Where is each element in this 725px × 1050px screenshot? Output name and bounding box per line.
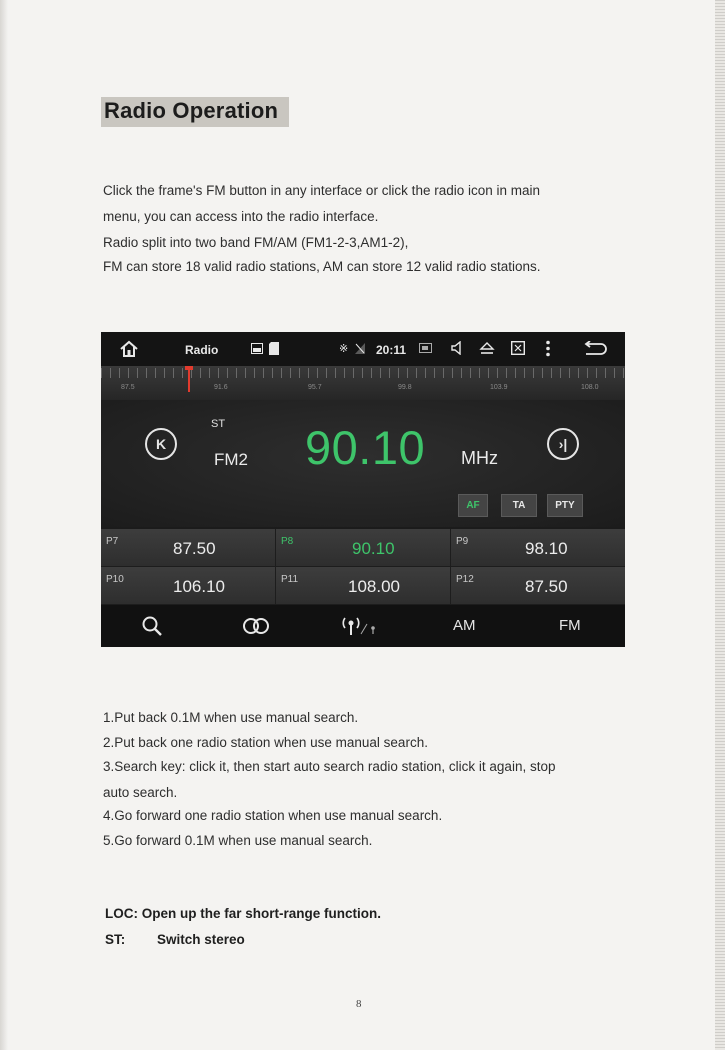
- page-number: 8: [356, 998, 362, 1010]
- skip-forward-icon: ›|: [558, 436, 568, 452]
- scale-ticks: [101, 368, 625, 378]
- image-icon: [251, 343, 263, 354]
- ta-button[interactable]: TA: [501, 494, 537, 517]
- scale-label: 103.9: [490, 384, 508, 391]
- current-frequency: 90.10: [305, 421, 426, 474]
- screen-off-icon[interactable]: [511, 341, 525, 355]
- stereo-indicator: ST: [211, 418, 226, 430]
- bottom-bar: [101, 605, 625, 647]
- eject-icon[interactable]: [479, 341, 495, 355]
- stereo-icon[interactable]: [241, 617, 271, 635]
- preset-frequency: 90.10: [352, 539, 395, 558]
- volume-icon[interactable]: [451, 341, 463, 355]
- step-item: 2.Put back one radio station when use manual search.: [103, 735, 428, 750]
- battery-icon: [419, 343, 433, 353]
- loc-note: LOC: Open up the far short-range function.: [105, 906, 381, 921]
- scale-label: 108.0: [581, 384, 599, 391]
- intro-line: Click the frame's FM button in any interface or click the radio icon in main: [103, 183, 541, 198]
- app-label: Radio: [185, 343, 219, 357]
- sd-card-icon: [269, 342, 279, 355]
- preset-button[interactable]: [451, 567, 625, 605]
- preset-label: P9: [456, 536, 469, 547]
- tuning-needle[interactable]: [188, 368, 190, 392]
- scale-label: 87.5: [121, 384, 135, 391]
- more-vertical-icon[interactable]: [546, 340, 550, 357]
- preset-button[interactable]: [101, 529, 276, 567]
- af-button[interactable]: AF: [458, 494, 488, 517]
- search-icon[interactable]: [141, 615, 163, 637]
- st-note: [105, 932, 245, 947]
- band-label: FM2: [214, 450, 248, 469]
- seek-back-button[interactable]: [145, 428, 177, 460]
- pty-button[interactable]: PTY: [547, 494, 583, 517]
- fm-band-button[interactable]: FM: [559, 617, 581, 634]
- page-shadow: [0, 0, 8, 1050]
- radio-screenshot: [101, 332, 625, 647]
- status-bar: [101, 332, 625, 366]
- preset-button[interactable]: [276, 529, 451, 567]
- preset-frequency: 87.50: [525, 577, 568, 596]
- page-title: Radio Operation: [104, 98, 279, 123]
- scale-label: 91.6: [214, 384, 228, 391]
- preset-label: P7: [106, 536, 119, 547]
- preset-label: P11: [281, 574, 299, 585]
- intro-line: Radio split into two band FM/AM (FM1-2-3,AM1-2),: [103, 235, 409, 250]
- scale-label: 99.8: [398, 384, 412, 391]
- am-band-button[interactable]: AM: [453, 617, 476, 634]
- preset-label: P8: [281, 536, 294, 547]
- frequency-unit: MHz: [461, 448, 498, 468]
- preset-label: P10: [106, 574, 124, 585]
- preset-button[interactable]: [101, 567, 276, 605]
- step-item: 1.Put back 0.1M when use manual search.: [103, 710, 359, 725]
- home-icon[interactable]: [119, 340, 139, 358]
- seek-forward-button[interactable]: [547, 428, 579, 460]
- loc-antenna-icon[interactable]: [341, 616, 383, 636]
- preset-frequency: 87.50: [173, 539, 216, 558]
- bluetooth-icon: ※: [339, 343, 349, 355]
- preset-label: P12: [456, 574, 474, 585]
- frequency-scale[interactable]: [101, 366, 625, 400]
- step-item: 5.Go forward 0.1M when use manual search.: [103, 833, 373, 848]
- preset-frequency: 106.10: [173, 577, 225, 596]
- skip-back-icon: K: [155, 436, 167, 452]
- st-note-label: ST:: [105, 932, 126, 947]
- no-signal-icon: [355, 343, 365, 354]
- preset-button[interactable]: [451, 529, 625, 567]
- step-item: auto search.: [103, 785, 178, 800]
- preset-grid: [101, 529, 625, 605]
- intro-line: menu, you can access into the radio interface.: [103, 209, 379, 224]
- intro-line: FM can store 18 valid radio stations, AM can store 12 valid radio stations.: [103, 259, 541, 274]
- preset-button[interactable]: [276, 567, 451, 605]
- clock: 20:11: [376, 343, 407, 357]
- step-item: 4.Go forward one radio station when use manual search.: [103, 808, 443, 823]
- st-note-text: Switch stereo: [157, 932, 245, 947]
- preset-frequency: 108.00: [348, 577, 400, 596]
- back-icon[interactable]: [583, 341, 607, 356]
- scale-label: 95.7: [308, 384, 322, 391]
- preset-frequency: 98.10: [525, 539, 568, 558]
- page-edge: [715, 0, 725, 1050]
- step-item: 3.Search key: click it, then start auto search radio station, click it again, stop: [103, 759, 556, 774]
